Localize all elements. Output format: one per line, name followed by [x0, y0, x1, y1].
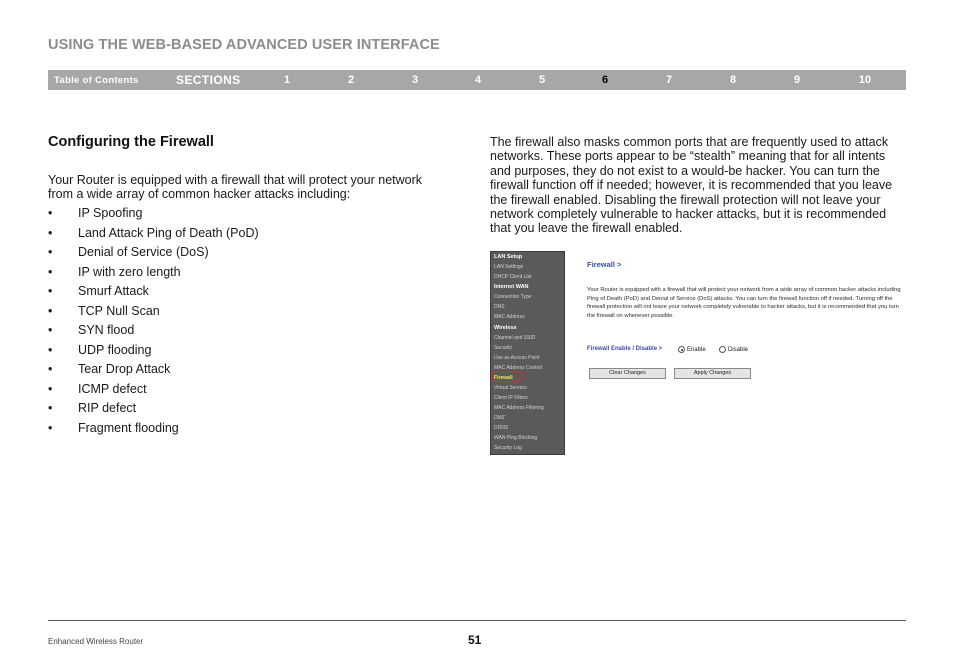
page-header-title: USING THE WEB-BASED ADVANCED USER INTERFACE	[48, 37, 440, 53]
clear-changes-button[interactable]: Clear Changes	[589, 368, 666, 379]
list-item-text: Smurf Attack	[78, 284, 149, 298]
list-item-text: UDP flooding	[78, 342, 152, 357]
bullet-mark: •	[48, 303, 53, 318]
bullet-mark: •	[48, 225, 53, 240]
sidebar-item-mac-filtering[interactable]: MAC Address Filtering	[494, 405, 544, 411]
sections-label: SECTIONS	[176, 73, 241, 87]
section-link-3[interactable]: 3	[411, 74, 419, 86]
sidebar-item-dhcp-client-list[interactable]: DHCP Client List	[494, 274, 532, 280]
bullet-mark: •	[48, 245, 53, 259]
sidebar-item-dns[interactable]: DNS	[494, 304, 505, 310]
sidebar-item-client-ip-filters[interactable]: Client IP Filters	[494, 395, 528, 401]
sidebar-heading-wireless[interactable]: Wireless	[494, 325, 517, 331]
sidebar-item-mac-address[interactable]: MAC Address	[494, 314, 525, 320]
section-link-1[interactable]: 1	[283, 74, 291, 86]
bullet-mark: •	[48, 401, 53, 415]
list-item-text: Fragment flooding	[78, 420, 179, 435]
list-item-text: IP Spoofing	[78, 206, 143, 220]
bullet-mark: •	[48, 381, 53, 396]
list-item	[48, 382, 448, 402]
sidebar-item-ddns[interactable]: DDNS	[494, 425, 509, 431]
section-link-8[interactable]: 8	[729, 74, 737, 86]
sidebar-item-connection-type[interactable]: Connection Type	[494, 294, 532, 300]
router-sidebar	[490, 251, 565, 455]
list-item-text: ICMP defect	[78, 381, 147, 396]
list-item-text: Denial of Service (DoS)	[78, 245, 209, 259]
sidebar-item-wan-ping-blocking[interactable]: WAN Ping Blocking	[494, 435, 538, 441]
footer-divider	[48, 620, 906, 621]
list-item-text: Land Attack Ping of Death (PoD)	[78, 225, 259, 240]
list-item	[48, 421, 448, 441]
bullet-mark: •	[48, 284, 53, 298]
firewall-description-paragraph: The firewall also masks common ports that are frequently used to attack networks. These ports appear to be “stealth” meaning that for all intents and purposes, they do not exist to a would-be hacker. You can turn the firewall function off if needed; however, it is recommended that you leave the firewall enabled. Disabling the firewall protection will not leave your network completely vulnerable to hacker attacks, but it is recommended that you leave the firewall enabled.	[490, 135, 893, 236]
list-item-text: TCP Null Scan	[78, 303, 160, 318]
list-item	[48, 323, 448, 343]
section-link-4[interactable]: 4	[474, 74, 482, 86]
sidebar-heading-lan-setup[interactable]: LAN Setup	[494, 254, 523, 260]
sidebar-item-channel-ssid[interactable]: Channel and SSID	[494, 335, 536, 341]
list-item	[48, 304, 448, 324]
list-item	[48, 265, 448, 285]
intro-paragraph: Your Router is equipped with a firewall that will protect your network from a wide array of common hacker attacks including:	[48, 173, 423, 201]
section-link-2[interactable]: 2	[347, 74, 355, 86]
section-link-6[interactable]: 6	[601, 74, 609, 86]
list-item	[48, 245, 448, 265]
firewall-pane-text: Your Router is equipped with a firewall that will protect your network from a wide array of common hacker attacks including Ping of Death (PoD) and Denial of Service (DoS) attacks. You can turn the firewall function off if needed. Turning off the firewall protection will not leave your network completely vulnerable to hacker attacks, but it is recommended that you turn the firewall on whenever possible.	[587, 287, 901, 319]
list-item-text: RIP defect	[78, 401, 137, 415]
list-item-text: SYN flood	[78, 323, 135, 337]
section-link-7[interactable]: 7	[665, 74, 673, 86]
section-link-9[interactable]: 9	[793, 74, 801, 86]
list-item-text: Tear Drop Attack	[78, 362, 171, 376]
page-number: 51	[468, 633, 482, 647]
section-nav-bar	[48, 70, 906, 90]
disable-radio[interactable]	[719, 346, 726, 353]
bullet-mark: •	[48, 420, 53, 435]
attack-list	[48, 206, 448, 440]
footer-product-name: Enhanced Wireless Router	[48, 637, 144, 646]
list-item	[48, 206, 448, 226]
sidebar-item-access-point[interactable]: Use as Access Point	[494, 355, 540, 361]
list-item	[48, 401, 448, 421]
bullet-mark: •	[48, 362, 53, 376]
section-link-5[interactable]: 5	[538, 74, 546, 86]
enable-radio-label: Enable	[687, 347, 706, 353]
firewall-pane-title: Firewall >	[587, 260, 622, 269]
sidebar-item-mac-address-control[interactable]: MAC Address Control	[494, 365, 543, 371]
table-of-contents-link[interactable]: Table of Contents	[54, 75, 139, 86]
sidebar-item-virtual-servers[interactable]: Virtual Servers	[494, 385, 527, 391]
enable-radio[interactable]	[678, 346, 685, 353]
sidebar-item-security-log[interactable]: Security Log	[494, 445, 522, 451]
section-link-10[interactable]: 10	[858, 74, 872, 86]
list-item	[48, 284, 448, 304]
apply-changes-button[interactable]: Apply Changes	[674, 368, 751, 379]
sidebar-heading-internet-wan[interactable]: Internet WAN	[494, 284, 529, 290]
list-item	[48, 226, 448, 246]
bullet-mark: •	[48, 264, 53, 279]
router-ui-screenshot	[490, 251, 900, 456]
disable-radio-label: Disable	[728, 347, 749, 353]
sidebar-item-firewall[interactable]: Firewall	[494, 375, 513, 381]
sidebar-item-security[interactable]: Security	[494, 345, 513, 351]
list-item	[48, 362, 448, 382]
list-item	[48, 343, 448, 363]
sidebar-item-dmz[interactable]: DMZ	[494, 415, 505, 421]
bullet-mark: •	[48, 323, 53, 337]
list-item-text: IP with zero length	[78, 264, 181, 279]
firewall-enable-label: Firewall Enable / Disable >	[587, 346, 663, 352]
sidebar-item-lan-settings[interactable]: LAN Settings	[494, 264, 524, 270]
bullet-mark: •	[48, 206, 53, 220]
bullet-mark: •	[48, 342, 53, 357]
section-heading: Configuring the Firewall	[48, 134, 214, 150]
